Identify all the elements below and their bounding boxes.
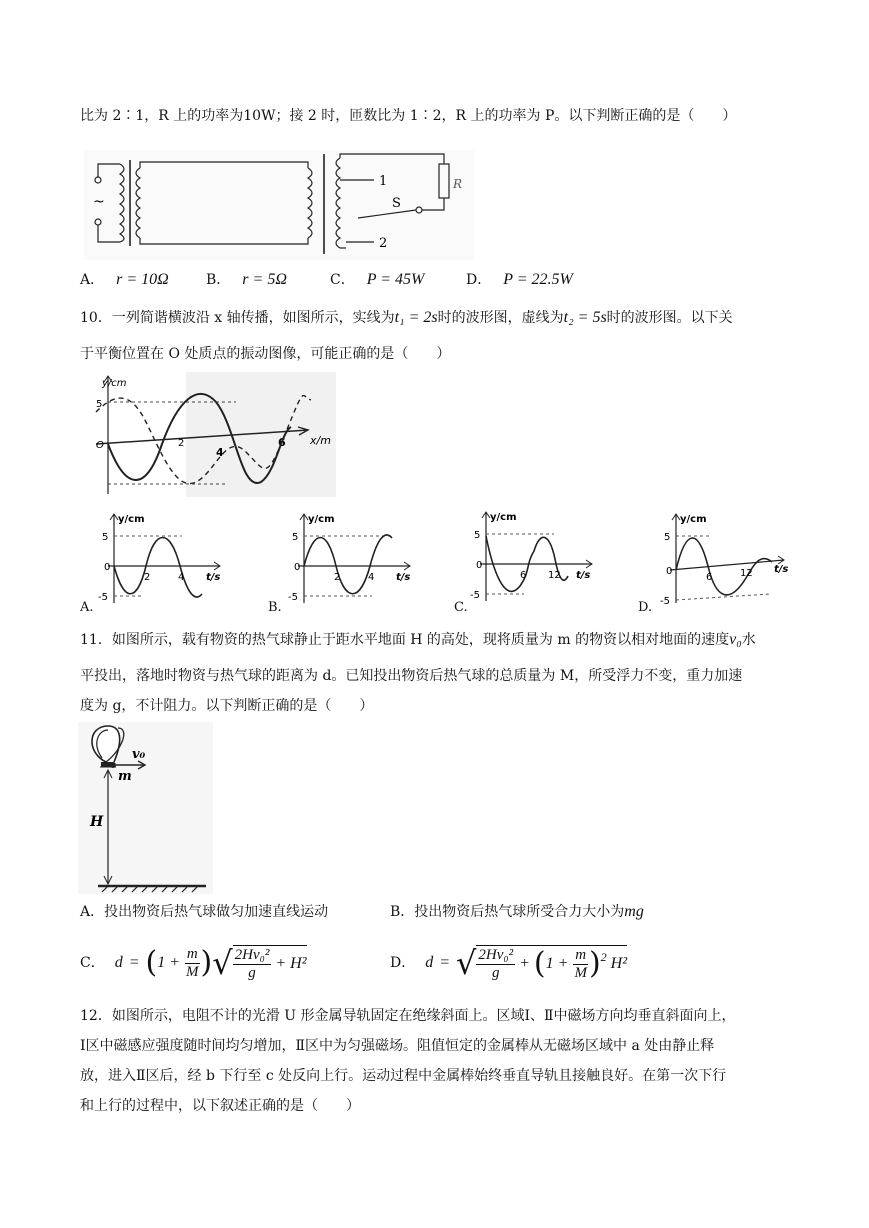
svg-text:m: m xyxy=(118,769,132,784)
switch-label: S xyxy=(392,196,401,211)
svg-text:-5: -5 xyxy=(470,590,480,601)
svg-text:y/cm: y/cm xyxy=(308,514,335,525)
svg-text:O: O xyxy=(96,440,104,451)
q11-stem-line1: 11．如图所示，载有物资的热气球静止于距水平地面 H 的高处，现将质量为 m 的物资以相对地面的速度v₀水 xyxy=(80,631,756,648)
svg-text:4: 4 xyxy=(216,446,224,459)
svg-text:x/m: x/m xyxy=(310,434,331,447)
svg-text:2: 2 xyxy=(178,438,185,449)
q10-option-a-letter[interactable]: A. xyxy=(80,600,94,615)
svg-text:t/s: t/s xyxy=(774,564,789,575)
q11-option-b[interactable]: B．投出物资后热气球所受合力大小为mg xyxy=(390,903,644,920)
svg-text:0: 0 xyxy=(476,560,483,571)
q11-option-a[interactable]: A．投出物资后热气球做匀加速直线运动 xyxy=(80,904,329,920)
svg-text:v₀: v₀ xyxy=(132,747,146,762)
q12-stem-line4: 和上行的过程中，以下叙述正确的是（ ） xyxy=(80,1098,360,1114)
q10-graph-d[interactable] xyxy=(650,508,800,608)
svg-text:5: 5 xyxy=(96,399,103,410)
q11-stem-line2: 平投出，落地时物资与热气球的距离为 d。已知投出物资后热气球的总质量为 M，所受浮力不变，重力加速 xyxy=(80,668,743,684)
svg-text:2: 2 xyxy=(334,572,341,583)
svg-text:5: 5 xyxy=(292,532,299,543)
svg-text:t/s: t/s xyxy=(576,570,591,581)
svg-text:-5: -5 xyxy=(660,596,670,607)
svg-text:6: 6 xyxy=(706,572,713,583)
wave-figure xyxy=(86,372,336,497)
svg-text:-5: -5 xyxy=(288,592,298,603)
svg-text:y/cm: y/cm xyxy=(490,512,517,523)
q12-stem-line1: 12．如图所示，电阻不计的光滑 U 形金属导轨固定在绝缘斜面上。区域Ⅰ、Ⅱ中磁场方向均垂直斜面向上， xyxy=(80,1008,736,1024)
q12-stem-line3: 放，进入Ⅱ区后，经 b 下行至 c 处反向上行。运动过程中金属棒始终垂直导轨且接触良好。在第一次下行 xyxy=(80,1068,727,1084)
svg-text:4: 4 xyxy=(368,572,375,583)
q12-stem-line2: Ⅰ区中磁感应强度随时间均匀增加，Ⅱ区中为匀强磁场。阻值恒定的金属棒从无磁场区域中 a 处由静止释 xyxy=(80,1038,715,1054)
q10-option-c-letter[interactable]: C. xyxy=(454,600,468,615)
svg-text:6: 6 xyxy=(278,436,286,449)
q10-stem-line2: 于平衡位置在 O 处质点的振动图像，可能正确的是（ ） xyxy=(80,346,451,362)
q10-graph-b[interactable] xyxy=(282,508,432,608)
svg-text:0: 0 xyxy=(294,562,301,573)
transformer-circuit-figure xyxy=(84,150,474,260)
q11-option-d[interactable]: D． d = √ $\frac{\text{2Hv₀²}}{g}$ + ( 1 + $\frac{m}{M}$ ) 2 H² xyxy=(390,944,628,982)
svg-text:5: 5 xyxy=(664,532,671,543)
tap-1-label: 1 xyxy=(379,174,388,189)
resistor-label: R xyxy=(453,177,463,191)
svg-text:6: 6 xyxy=(520,570,527,581)
q10-stem-line1: 10．一列简谐横波沿 x 轴传播，如图所示，实线为t₁ = 2s时的波形图，虚线为t₂ = 5s时的波形图。以下关 xyxy=(80,309,733,326)
svg-text:5: 5 xyxy=(102,532,109,543)
q11-stem-line3: 度为 g，不计阻力。以下判断正确的是（ ） xyxy=(80,698,374,714)
svg-text:y/cm: y/cm xyxy=(680,514,707,525)
q10-graph-a[interactable] xyxy=(92,508,242,608)
svg-text:H: H xyxy=(90,814,104,830)
svg-text:12: 12 xyxy=(740,568,753,579)
svg-text:12: 12 xyxy=(548,570,561,581)
svg-text:0: 0 xyxy=(666,566,673,577)
svg-text:2: 2 xyxy=(144,572,151,583)
q10-option-b-letter[interactable]: B. xyxy=(268,600,282,615)
hot-air-balloon-figure xyxy=(78,722,213,894)
q9-option-a[interactable]: A． r = 10Ω xyxy=(80,271,169,288)
q10-option-d-letter[interactable]: D. xyxy=(638,600,653,615)
svg-text:4: 4 xyxy=(178,572,185,583)
svg-text:0: 0 xyxy=(104,562,111,573)
svg-text:5: 5 xyxy=(474,530,481,541)
svg-text:-5: -5 xyxy=(98,592,108,603)
tap-2-label: 2 xyxy=(379,236,388,251)
svg-text:t/s: t/s xyxy=(396,572,411,583)
ac-source-symbol: ~ xyxy=(93,194,105,210)
q9-option-b[interactable]: B． r = 5Ω xyxy=(206,271,287,288)
q10-graph-c[interactable] xyxy=(464,506,614,606)
q9-text-continuation: 比为 2∶1，R 上的功率为10W；接 2 时，匝数比为 1∶2，R 上的功率为 P。以下判断正确的是（ ） xyxy=(80,108,737,124)
q9-option-c[interactable]: C． P = 45W xyxy=(330,271,425,288)
q9-option-d[interactable]: D． P = 22.5W xyxy=(466,271,573,288)
svg-text:y/cm: y/cm xyxy=(118,514,145,525)
q11-option-c[interactable]: C． d = ( 1 + $\frac{m}{M}$ ) √ $\frac{\text{2Hv₀²}}{g}$ + H² xyxy=(80,944,307,982)
svg-text:t/s: t/s xyxy=(206,572,221,583)
svg-text:y/cm: y/cm xyxy=(102,378,127,389)
